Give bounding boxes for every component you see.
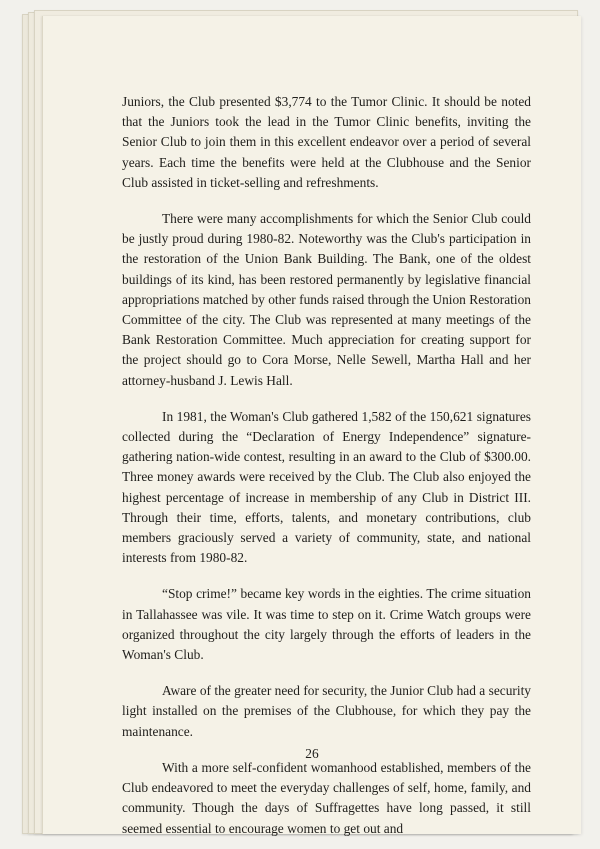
paragraph-womanhood: With a more self-confident womanhood established, members of the Club endeavored to meet the everyday challenges of self, home, family, and community. Though the days of Suffragettes have long passed, it still seemed essential to encourage women to get out and: [122, 759, 531, 836]
paragraph-tumor-clinic: Juniors, the Club presented $3,774 to the Tumor Clinic. It should be noted that the Juniors took the lead in the Tumor Clinic benefits, inviting the Senior Club to join them in this excellent endeavor over a period of several years. Each time the benefits were held at the Clubhouse and the Senior Club assisted in ticket-selling and refreshments.: [122, 94, 531, 190]
paragraph-union-bank-restoration: There were many accomplishments for which the Senior Club could be justly proud during 1980-82. Noteworthy was the Club's participation in the restoration of the Union Bank Building. The Bank, one of the oldest buildings of its kind, has been restored permanently by legislative financial appropriations matched by other funds raised through the Union Restoration Committee of the city. The Club was represented at many meetings of the Bank Restoration Committee. Much appreciation for creating support for the project should go to Cora Morse, Nelle Sewell, Martha Hall and her attorney-husband J. Lewis Hall.: [122, 211, 531, 388]
body-text: [122, 92, 531, 839]
paragraph-security-light: Aware of the greater need for security, the Junior Club had a security light installed on the premises of the Clubhouse, for which they pay the maintenance.: [122, 683, 531, 739]
paragraph-energy-independence: In 1981, the Woman's Club gathered 1,582 of the 150,621 signatures collected during the “Declaration of Energy Independence” signature-gathering nation-wide contest, resulting in an award to the Club of $300.00. Three money awards were received by the Club. The Club also enjoyed the highest percentage of increase in membership of any Club in District III. Through their time, efforts, talents, and monetary contributions, club members graciously served a variety of community, state, and national interests from 1980-82.: [122, 408, 531, 566]
document-page: [42, 16, 581, 834]
page-number: 26: [305, 746, 319, 761]
paragraph-stop-crime: “Stop crime!” became key words in the eighties. The crime situation in Tallahassee was vile. It was time to step on it. Crime Watch groups were organized throughout the city largely through the efforts of leaders in the Woman's Club.: [122, 586, 531, 663]
